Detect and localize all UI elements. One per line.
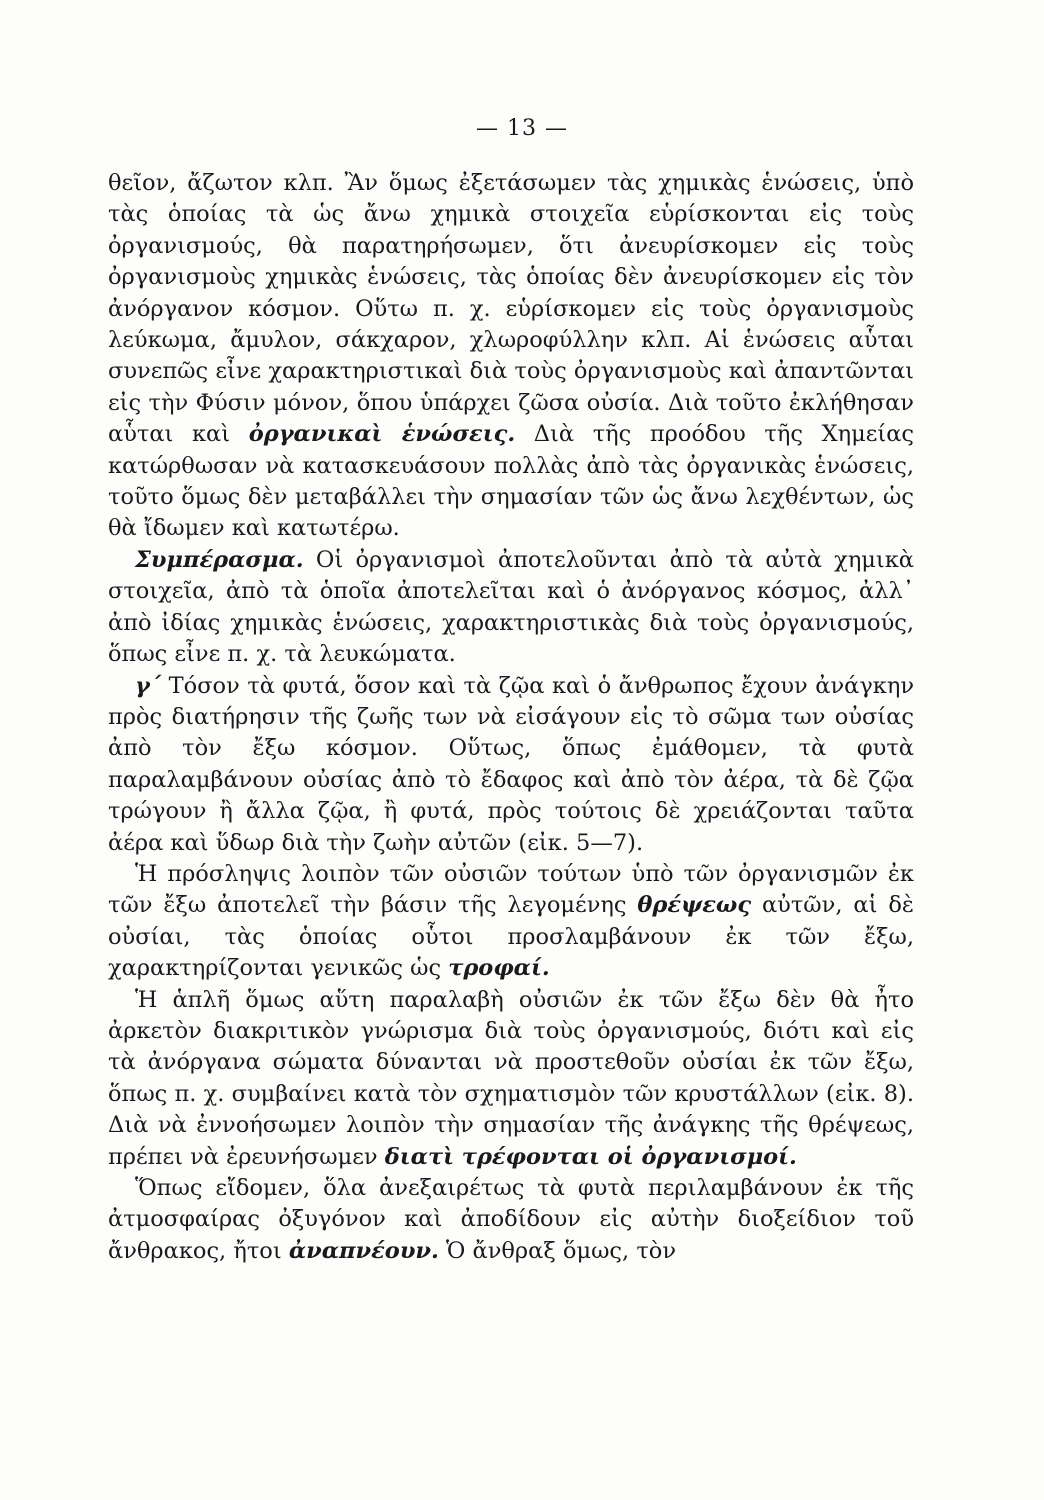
bold-term: γ´: [135, 672, 162, 699]
text-run: Ἡ πρόσληψις λοιπὸν τῶν οὐσιῶν τούτων ὑπὸ τῶν ὀργανισμῶν ἐκ τῶν ἔξω ἀποτελεῖ τὴν βάσιν τῆς λεγομένης: [108, 860, 914, 919]
text-run: Τόσον τὰ φυτά, ὅσον καὶ τὰ ζῷα καὶ ὁ ἄνθρωπος ἔχουν ἀνάγκην πρὸς διατήρησιν τῆς ζωῆς των νὰ εἰσάγουν εἰς τὸ σῶμα των οὐσίας ἀπὸ τὸν ἔξω κόσμον. Οὕτως, ὅπως ἐμάθομεν, τὰ φυτὰ παραλαμβάνουν οὐσίας ἀπὸ τὸ ἔδαφος καὶ ἀπὸ τὸν ἀέρα, τὰ δὲ ζῷα τρώγουν ἢ ἄλλα ζῷα, ἢ φυτά, πρὸς τούτοις δὲ χρειάζονται ταῦτα ἀέρα καὶ ὕδωρ διὰ τὴν ζωὴν αὐτῶν (εἰκ. 5—7).: [108, 672, 914, 856]
bold-term: ὀργανικαὶ ἑνώσεις.: [248, 421, 516, 448]
text-run: Ὁ ἄνθραξ ὅμως, τὸν: [438, 1237, 676, 1264]
bold-term: Συμπέρασμα.: [135, 546, 304, 573]
paragraph: [108, 545, 914, 671]
paragraph: [108, 671, 914, 859]
bold-term: θρέψεως: [637, 892, 752, 919]
text-run: Διὰ τῆς προόδου τῆς Χημείας κατώρθωσαν νὰ κατασκευάσουν πολλὰς ἀπὸ τὰς ὀργανικὰς ἑνώσεις, τοῦτο ὅμως δὲν μεταβάλλει τὴν σημασίαν τῶν ὡς ἄνω λεχθέντων, ὡς θὰ ἴδωμεν καὶ κατωτέρω.: [108, 421, 914, 542]
paragraph: [108, 1173, 914, 1267]
text-run: Οἱ ὀργανισμοὶ ἀποτελοῦνται ἀπὸ τὰ αὐτὰ χημικὰ στοιχεῖα, ἀπὸ τὰ ὁποῖα ἀποτελεῖται καὶ ὁ ἀνόργανος κόσμος, ἀλλ᾽ ἀπὸ ἰδίας χημικὰς ἑνώσεις, χαρακτηριστικὰς διὰ τοὺς ὀργανισμούς, ὅπως εἶνε π. χ. τὰ λευκώματα.: [108, 546, 914, 668]
paragraph: [108, 168, 914, 545]
text-run: Ἡ ἁπλῆ ὅμως αὕτη παραλαβὴ οὐσιῶν ἐκ τῶν ἔξω δὲν θὰ ἦτο ἀρκετὸν διακριτικὸν γνώρισμα διὰ τοὺς ὀργανισμούς, διότι καὶ εἰς τὰ ἀνόργανα σώματα δύνανται νὰ προστεθοῦν οὐσίαι ἐκ τῶν ἔξω, ὅπως π. χ. συμβαίνει κατὰ τὸν σχηματισμὸν τῶν κρυστάλλων (εἰκ. 8). Διὰ νὰ ἐννοήσωμεν λοιπὸν τὴν σημασίαν τῆς ἀνάγκης τῆς θρέψεως, πρέπει νὰ ἐρευνήσωμεν: [108, 986, 914, 1170]
paragraph: [108, 985, 914, 1173]
text-run: αὐτῶν, αἱ δὲ οὐσίαι, τὰς ὁποίας οὗτοι προσλαμβάνουν ἐκ τῶν ἔξω, χαρακτηρίζονται γενικῶς ὡς: [108, 892, 914, 982]
bold-term: ἀναπνέουν.: [288, 1237, 439, 1264]
paragraph: [108, 859, 914, 985]
text-run: θεῖον, ἄζωτον κλπ. Ἂν ὅμως ἐξετάσωμεν τὰς χημικὰς ἑνώσεις, ὑπὸ τὰς ὁποίας τὰ ὡς ἄνω χημικὰ στοιχεῖα εὑρίσκονται εἰς τοὺς ὀργανισμούς, θὰ παρατηρήσωμεν, ὅτι ἀνευρίσκομεν εἰς τοὺς ὀργανισμοὺς χημικὰς ἑνώσεις, τὰς ὁποίας δὲν ἀνευρίσκομεν εἰς τὸν ἀνόργανον κόσμον. Οὕτω π. χ. εὑρίσκομεν εἰς τοὺς ὀργανισμοὺς λεύκωμα, ἄμυλον, σάκχαρον, χλωροφύλλην κλπ. Αἱ ἑνώσεις αὗται συνεπῶς εἶνε χαρακτηριστικαὶ διὰ τοὺς ὀργανισμοὺς καὶ ἀπαντῶνται εἰς τὴν Φύσιν μόνον, ὅπου ὑπάρχει ζῶσα οὐσία. Διὰ τοῦτο ἐκλήθησαν αὗται καὶ: [108, 170, 914, 448]
body-text: [108, 168, 914, 1267]
bold-term: διατὶ τρέφονται οἱ ὀργανισμοί.: [384, 1143, 797, 1170]
bold-term: τροφαί.: [448, 955, 550, 982]
text-run: Ὅπως εἴδομεν, ὅλα ἀνεξαιρέτως τὰ φυτὰ περιλαμβάνουν ἐκ τῆς ἀτμοσφαίρας ὀξυγόνον καὶ ἀποδίδουν εἰς αὐτὴν διοξείδιον τοῦ ἄνθρακος, ἤτοι: [108, 1175, 914, 1264]
page-number: — 13 —: [476, 116, 568, 141]
